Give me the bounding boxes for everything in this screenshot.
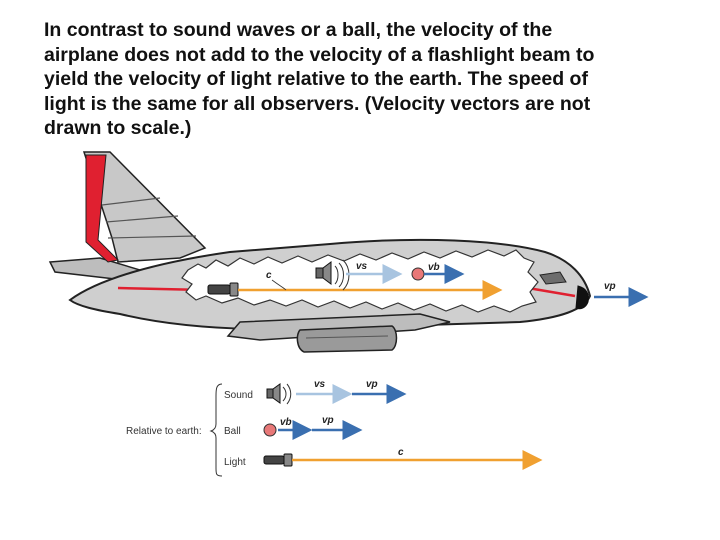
flashlight-icon: [264, 454, 292, 466]
ball-row-label: Ball: [224, 426, 241, 437]
ball-vp-label: vp: [322, 415, 334, 426]
speaker-icon: [267, 384, 291, 404]
sound-vp-label: vp: [366, 379, 378, 390]
legend-brace: [211, 384, 222, 476]
c-label: c: [266, 270, 272, 281]
airplane: [50, 152, 646, 352]
vs-label: vs: [356, 261, 368, 272]
relative-to-earth-label: Relative to earth:: [126, 426, 202, 437]
vb-label: vb: [428, 262, 440, 273]
ball-icon: [412, 268, 424, 280]
vp-label: vp: [604, 281, 616, 292]
light-c-label: c: [398, 447, 404, 458]
caption-text: In contrast to sound waves or a ball, the velocity of the airplane does not add to the velocity of a flashlight beam to yield the velocity of light relative to the earth. The speed of light is the same for all observers. (Velocity vectors are not drawn to scale.): [44, 19, 595, 139]
ball-icon: [264, 424, 276, 436]
flashlight-icon: [208, 283, 238, 296]
light-row-label: Light: [224, 457, 246, 468]
sound-vs-label: vs: [314, 379, 326, 390]
velocity-legend: [126, 379, 540, 476]
sound-row-label: Sound: [224, 390, 253, 401]
ball-vb-label: vb: [280, 417, 292, 428]
engine: [297, 326, 396, 352]
